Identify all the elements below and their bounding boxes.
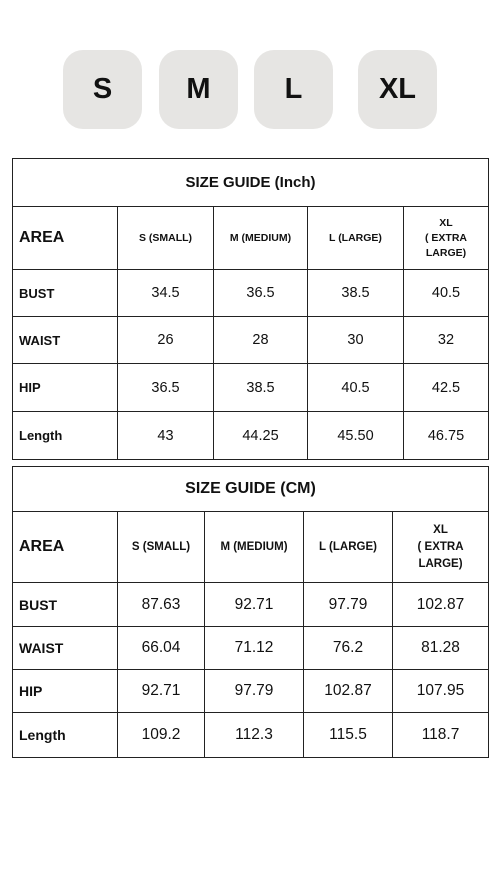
table-row: [13, 627, 489, 670]
row-label: HIP: [13, 364, 118, 412]
table-row: [13, 317, 489, 364]
table-cell: 36.5: [214, 270, 308, 317]
table-cell: 92.71: [205, 583, 304, 627]
table-cell: 109.2: [118, 713, 205, 758]
table-cell: 40.5: [308, 364, 404, 412]
column-header-xl: XL ( EXTRA LARGE): [404, 207, 489, 270]
table-cell: 28: [214, 317, 308, 364]
table-cell: 81.28: [393, 627, 489, 670]
area-header: AREA: [13, 207, 118, 270]
column-header-s: S (SMALL): [118, 207, 214, 270]
table-cell: 102.87: [393, 583, 489, 627]
table-cell: 38.5: [308, 270, 404, 317]
table-cell: 32: [404, 317, 489, 364]
row-label: BUST: [13, 270, 118, 317]
table-cell: 42.5: [404, 364, 489, 412]
table-row: [13, 670, 489, 713]
table-cell: 66.04: [118, 627, 205, 670]
column-header-s: S (SMALL): [118, 512, 205, 583]
table-cell: 44.25: [214, 412, 308, 460]
row-label: Length: [13, 713, 118, 758]
table-cell: 43: [118, 412, 214, 460]
table-cell: 71.12: [205, 627, 304, 670]
table-cell: 38.5: [214, 364, 308, 412]
table-cell: 46.75: [404, 412, 489, 460]
table-cell: 97.79: [205, 670, 304, 713]
table-cell: 115.5: [304, 713, 393, 758]
table-cell: 30: [308, 317, 404, 364]
area-header: AREA: [13, 512, 118, 583]
row-label: WAIST: [13, 627, 118, 670]
table-row: [13, 583, 489, 627]
row-label: Length: [13, 412, 118, 460]
table-cell: 112.3: [205, 713, 304, 758]
row-label: WAIST: [13, 317, 118, 364]
size-button-m[interactable]: M: [159, 50, 238, 129]
table-cell: 40.5: [404, 270, 489, 317]
table-row: [13, 713, 489, 758]
table-cell: 45.50: [308, 412, 404, 460]
table-cell: 107.95: [393, 670, 489, 713]
table-row: [13, 270, 489, 317]
table-cell: 76.2: [304, 627, 393, 670]
column-header-l: L (LARGE): [304, 512, 393, 583]
table-row: [13, 412, 489, 460]
size-guide-inch-table: [12, 158, 489, 460]
table-title: SIZE GUIDE (CM): [13, 467, 489, 512]
table-cell: 26: [118, 317, 214, 364]
size-guide-cm-table: [12, 466, 489, 758]
column-header-m: M (MEDIUM): [214, 207, 308, 270]
table-cell: 92.71: [118, 670, 205, 713]
table-cell: 97.79: [304, 583, 393, 627]
table-title: SIZE GUIDE (Inch): [13, 159, 489, 207]
table-cell: 102.87: [304, 670, 393, 713]
size-button-xl[interactable]: XL: [358, 50, 437, 129]
row-label: HIP: [13, 670, 118, 713]
table-cell: 87.63: [118, 583, 205, 627]
column-header-xl: XL ( EXTRA LARGE): [393, 512, 489, 583]
row-label: BUST: [13, 583, 118, 627]
size-button-l[interactable]: L: [254, 50, 333, 129]
table-cell: 36.5: [118, 364, 214, 412]
table-row: [13, 364, 489, 412]
column-header-m: M (MEDIUM): [205, 512, 304, 583]
table-cell: 118.7: [393, 713, 489, 758]
table-cell: 34.5: [118, 270, 214, 317]
column-header-l: L (LARGE): [308, 207, 404, 270]
size-button-s[interactable]: S: [63, 50, 142, 129]
